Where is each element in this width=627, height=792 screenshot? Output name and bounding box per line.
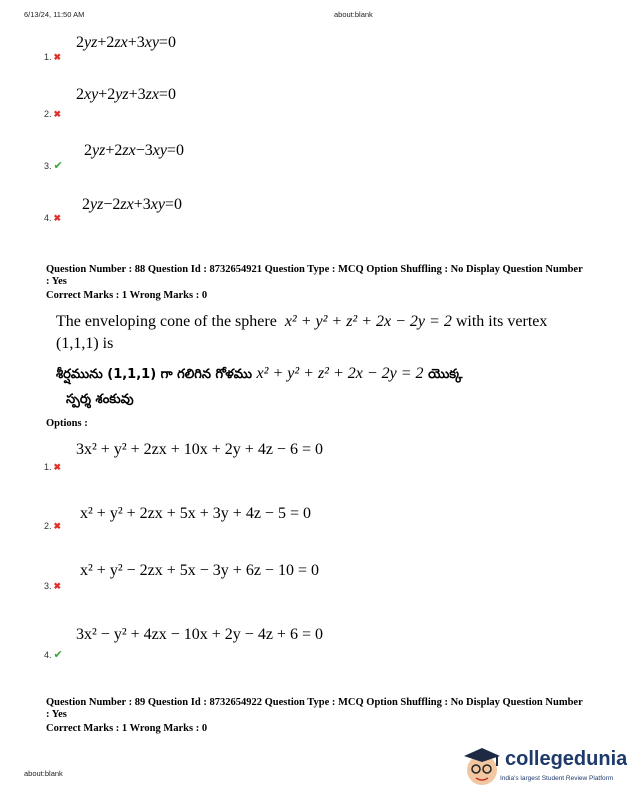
question-88-text-telugu-2: స్పర్శ శంకువు xyxy=(66,392,134,407)
prev-option-2-label: 2. ✖ xyxy=(44,109,62,119)
q88-option-2-equation: x² + y² + 2zx + 5x + 3y + 4z − 5 = 0 xyxy=(80,505,311,522)
logo-wordmark: collegedunia xyxy=(505,748,627,770)
question-89-meta: Question Number : 89 Question Id : 8732654922 Question Type : MCQ Option Shuffling : No Display Question Number : Yes Correct Marks : 1 Wrong Marks : 0 xyxy=(46,697,583,734)
question-88-meta: Question Number : 88 Question Id : 8732654921 Question Type : MCQ Option Shuffling : No Display Question Number : Yes Correct Marks : 1 Wrong Marks : 0 xyxy=(46,264,583,301)
prev-option-3-label: 3. ✔ xyxy=(44,160,63,172)
checkmark-icon: ✔ xyxy=(53,649,63,661)
prev-option-1-label: 1. ✖ xyxy=(44,52,62,62)
q88-option-3-equation: x² + y² − 2zx + 5x − 3y + 6z − 10 = 0 xyxy=(80,562,319,579)
mascot-icon xyxy=(464,748,500,785)
q88-option-1-label: 1. ✖ xyxy=(44,462,62,472)
wrong-icon: ✖ xyxy=(53,109,62,119)
wrong-icon: ✖ xyxy=(53,462,62,472)
wrong-icon: ✖ xyxy=(53,521,62,531)
prev-option-2-equation: 2xy+2yz+3zx=0 xyxy=(76,86,176,103)
q88-option-2-label: 2. ✖ xyxy=(44,521,62,531)
options-label: Options : xyxy=(46,418,88,429)
wrong-icon: ✖ xyxy=(53,581,62,591)
wrong-icon: ✖ xyxy=(53,213,62,223)
prev-option-4-label: 4. ✖ xyxy=(44,213,62,223)
logo-tagline: India's largest Student Review Platform xyxy=(500,775,614,782)
question-88-text-telugu: శీర్షమును (1,1,1) గా గలిగిన గోళము x² + y² + z² + 2x − 2y = 2 యొక్క xyxy=(56,365,463,382)
prev-option-4-equation: 2yz−2zx+3xy=0 xyxy=(82,196,182,213)
print-url: about:blank xyxy=(334,10,373,19)
q88-option-4-label: 4. ✔ xyxy=(44,649,63,661)
q88-option-1-equation: 3x² + y² + 2zx + 10x + 2y + 4z − 6 = 0 xyxy=(76,441,323,458)
sphere-equation: x² + y² + z² + 2x − 2y = 2 xyxy=(284,313,452,330)
prev-option-1-equation: 2yz+2zx+3xy=0 xyxy=(76,34,176,51)
wrong-icon: ✖ xyxy=(53,52,62,62)
footer-url: about:blank xyxy=(24,769,63,778)
print-timestamp: 6/13/24, 11:50 AM xyxy=(24,10,85,19)
checkmark-icon: ✔ xyxy=(53,160,63,172)
question-88-text-english: The enveloping cone of the sphere x² + y² + z² + 2x − 2y = 2 with its vertex (1,1,1) is xyxy=(56,313,548,352)
prev-option-3-equation: 2yz+2zx−3xy=0 xyxy=(84,142,184,159)
q88-option-3-label: 3. ✖ xyxy=(44,581,62,591)
q88-option-4-equation: 3x² − y² + 4zx − 10x + 2y − 4z + 6 = 0 xyxy=(76,626,323,643)
